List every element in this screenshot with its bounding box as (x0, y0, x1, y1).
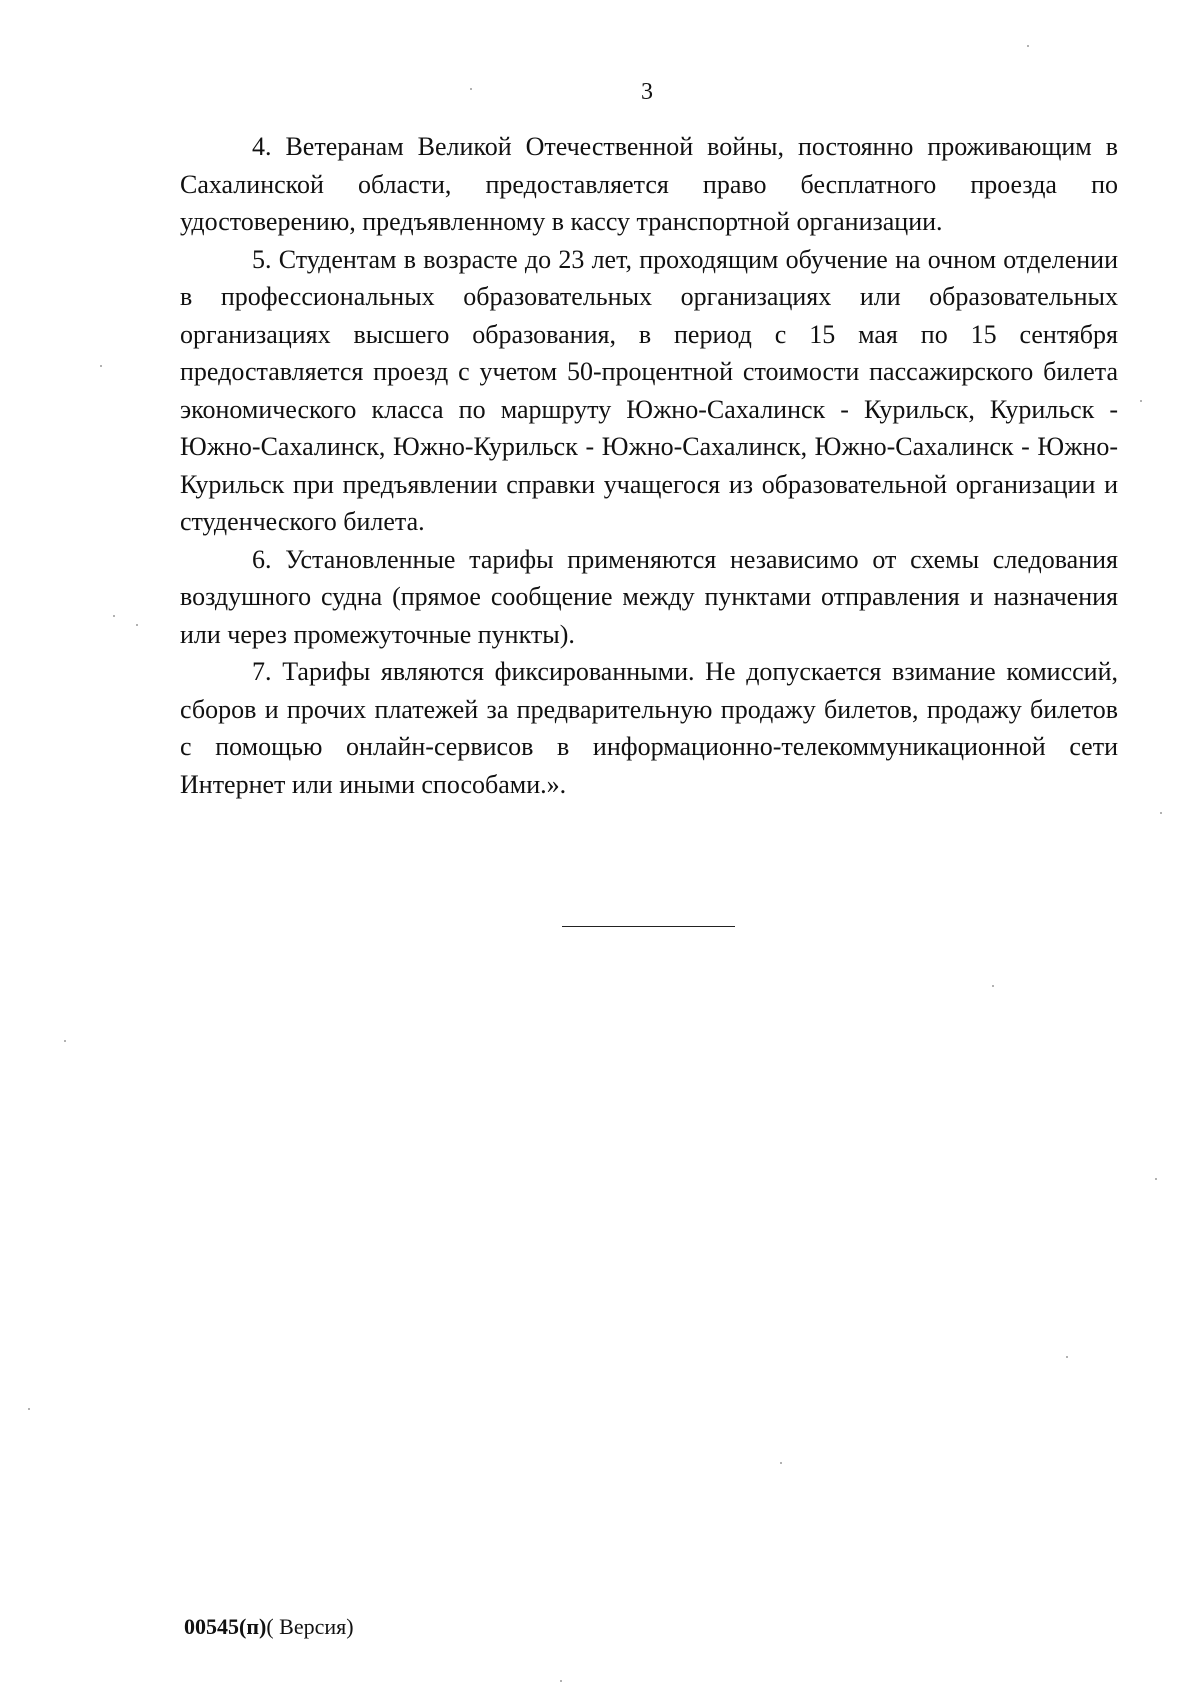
scan-speck (1027, 45, 1029, 47)
document-version-label: ( Версия) (266, 1614, 354, 1639)
scan-speck (992, 985, 994, 987)
scan-speck (1140, 400, 1142, 402)
paragraph-5-students: 5. Студентам в возрасте до 23 лет, проходящим обучение на очном отделении в профессиональных образовательных организациях или образовательных организациях высшего образования, в период с 15 мая по 15 сентября предоставляется проезд с учетом 50-процентной стоимости пассажирского билета экономического класса по маршруту Южно-Сахалинск - Курильск, Курильск - Южно-Сахалинск, Южно-Курильск - Южно-Сахалинск, Южно-Сахалинск - Южно-Курильск при предъявлении справки учащегося из образовательной организации и студенческого билета. (180, 244, 1118, 536)
paragraph-6-tariffs-route: 6. Установленные тарифы применяются независимо от схемы следования воздушного судна (прямое сообщение между пунктами отправления и назначения или через промежуточные пункты). (180, 544, 1118, 649)
scan-speck (1160, 812, 1162, 814)
scan-speck (1155, 1178, 1157, 1180)
document-code-footer (184, 1614, 354, 1640)
document-code: 00545(п) (184, 1614, 267, 1639)
page-number (0, 78, 1200, 106)
scan-speck (136, 624, 138, 626)
scan-speck (100, 365, 102, 367)
document-body (180, 128, 1118, 803)
scan-speck (780, 1462, 782, 1464)
scan-speck (560, 1680, 562, 1682)
scan-speck (64, 1040, 66, 1042)
scan-speck (1066, 1356, 1068, 1358)
page-number-text: 3 (641, 79, 653, 105)
scan-speck (113, 615, 115, 617)
scan-speck (28, 1408, 30, 1410)
end-separator-line (562, 926, 735, 927)
scan-speck (470, 88, 472, 90)
paragraph-4-veterans: 4. Ветеранам Великой Отечественной войны, постоянно проживающим в Сахалинской области, предоставляется право бесплатного проезда по удостоверению, предъявленному в кассу транспортной организации. (180, 132, 1118, 236)
paragraph-7-fixed-tariffs: 7. Тарифы являются фиксированными. Не допускается взимание комиссий, сборов и прочих платежей за предварительную продажу билетов, продажу билетов с помощью онлайн-сервисов в информационно-телекоммуникационной сети Интернет или иными способами.». (180, 657, 1118, 799)
